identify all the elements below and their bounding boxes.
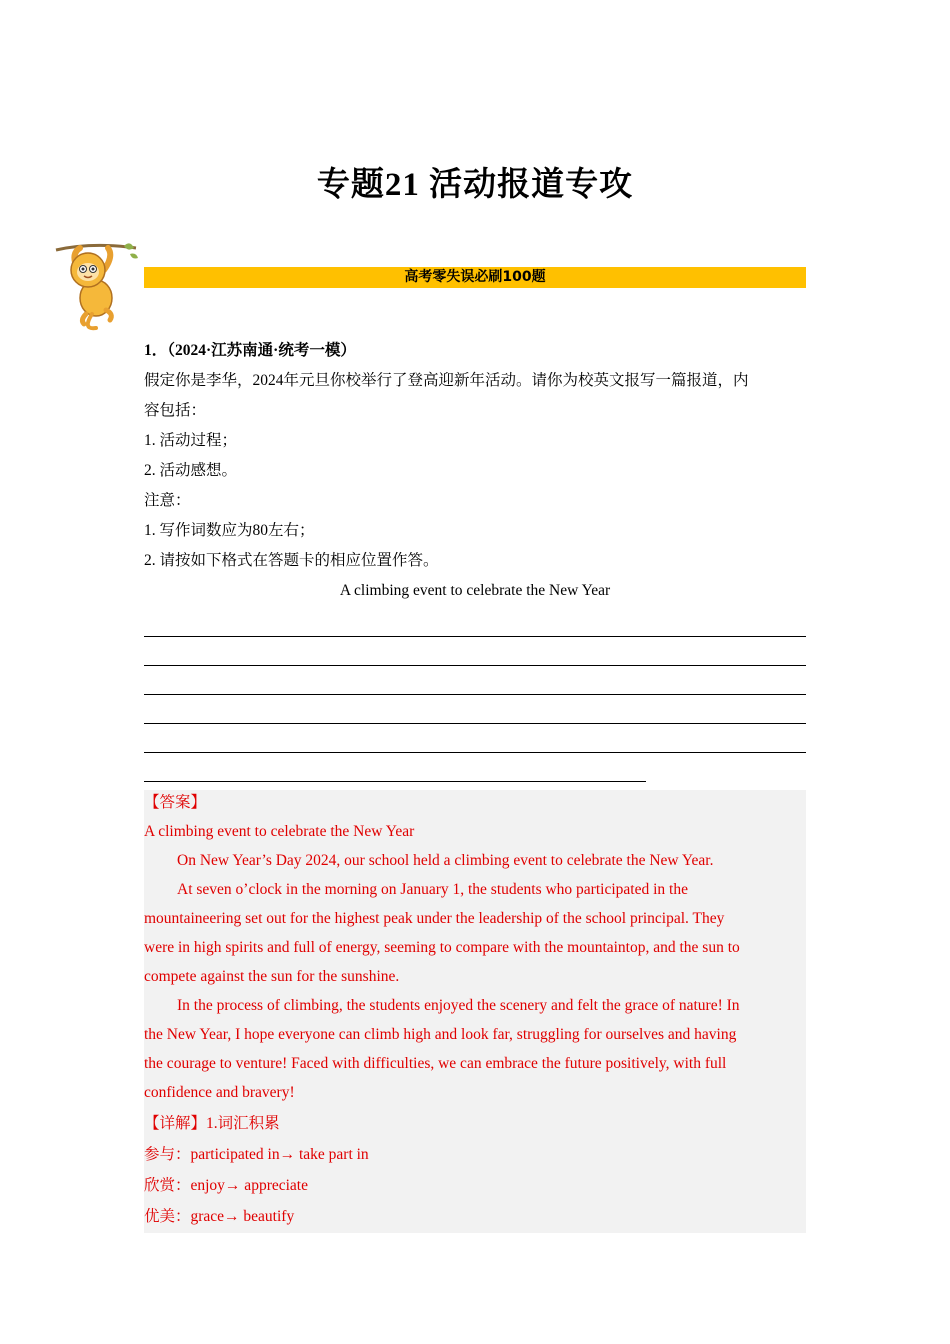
answer-title: A climbing event to celebrate the New Year [144,823,415,840]
answer-blank-line [144,666,806,695]
answer-blank-line [144,695,806,724]
prompt-line: 2. 活动感想。 [144,462,238,479]
answer-line: confidence and bravery! [144,1084,295,1101]
answer-line: In the process of climbing, the students enjoyed the scenery and felt the grace of nature! In [177,997,740,1014]
prompt-line: 1. 活动过程； [144,432,238,449]
answer-blank-line [144,724,806,753]
answer-line: On New Year’s Day 2024, our school held a climbing event to celebrate the New Year. [177,852,714,869]
prompt-line: 假定你是李华，2024年元旦你校举行了登高迎新年活动。请你为校英文报写一篇报道，内 [144,372,749,389]
answer-line: the courage to venture! Faced with difficulties, we can embrace the future positively, with full [144,1055,727,1072]
answer-section [144,790,806,1233]
answer-blank-line [144,753,646,782]
prompt-line: 1. 写作词数应为80左右； [144,522,315,539]
answer-line: were in high spirits and full of energy, seeming to compare with the mountaintop, and the sun to [144,939,740,956]
answer-blank-line [144,608,806,637]
answer-label: 【答案】 [144,794,207,811]
essay-title: A climbing event to celebrate the New Year [339,582,611,599]
detail-label: 【详解】1.词汇积累 [144,1115,280,1132]
vocab-line: 欣赏：enjoy→ appreciate [144,1177,308,1194]
question-header: 1．（2024·江苏南通·统考一模） [144,342,356,359]
prompt-line: 容包括： [144,402,207,419]
answer-line: mountaineering set out for the highest peak under the leadership of the school principal. They [144,910,725,927]
page-title: 专题21 活动报道专攻 [316,167,634,203]
section-banner: 高考零失误必刷100题 [144,267,806,288]
prompt-line: 2. 请按如下格式在答题卡的相应位置作答。 [144,552,439,569]
question-block [144,338,806,1233]
prompt-line: 注意： [144,492,191,509]
answer-blank-line [144,637,806,666]
vocab-line: 参与：participated in→ take part in [144,1146,369,1163]
answer-line: compete against the sun for the sunshine. [144,968,400,985]
answer-line: the New Year, I hope everyone can climb high and look far, struggling for ourselves and having [144,1026,737,1043]
answer-line: At seven o’clock in the morning on January 1, the students who participated in the [177,881,688,898]
vocab-line: 优美：grace→ beautify [144,1208,295,1225]
monkey-mascot-icon [52,240,144,332]
